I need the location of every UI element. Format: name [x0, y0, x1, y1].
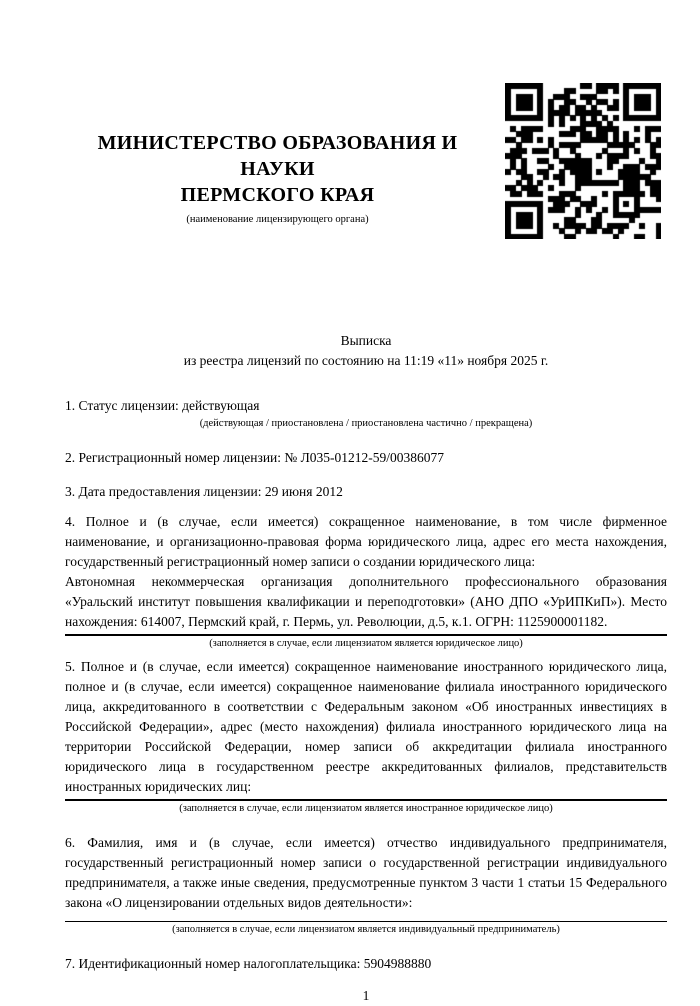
licensing-authority-caption: (наименование лицензирующего органа) [186, 214, 369, 225]
page-number: 1 [362, 988, 370, 1003]
ministry-name-line2: ПЕРМСКОГО КРАЯ [180, 184, 375, 206]
page-content [65, 0, 667, 1006]
item-foreign-entity [65, 657, 667, 817]
foreign-entity-caption: (заполняется в случае, если лицензиатом является иностранное юридическое лицо) [179, 803, 553, 814]
item-taxpayer-number [65, 954, 667, 974]
qr-code [505, 83, 661, 239]
item-registration-number [65, 448, 667, 468]
ministry-name [65, 130, 490, 208]
grant-date-text: 3. Дата предоставления лицензии: 29 июня 2012 [65, 484, 343, 499]
taxpayer-number-text: 7. Идентификационный номер налогоплательщика: 5904988880 [65, 956, 432, 971]
individual-entrepreneur-caption: (заполняется в случае, если лицензиатом является индивидуальный предприниматель) [172, 924, 560, 935]
header [65, 130, 490, 228]
legal-entity-answer: Автономная некоммерческая организация дополнительного профессионального образования «Уральский институт повышения квалификации и переподготовки» (АНО ДПО «УрИПКиП»). Место нахождения: 614007, Пермский край, г. Пермь, ул. Революции, д.5, к.1. ОГРН: 1125900001182. [65, 574, 667, 629]
document-title [65, 331, 667, 371]
document-title-line1: Выписка [340, 333, 392, 348]
document-title-line2: из реестра лицензий по состоянию на 11:19 «11» ноября 2025 г. [183, 353, 549, 368]
legal-entity-question: 4. Полное и (в случае, если имеется) сокращенное наименование, в том числе фирменное наименование, и организационно-правовая форма юридического лица, адрес его места нахождения, государственный регистрационный номер записи о создании юридического лица: [65, 514, 667, 569]
item-legal-entity [65, 512, 667, 652]
legal-entity-caption: (заполняется в случае, если лицензиатом является юридическое лицо) [209, 638, 523, 649]
item-individual-entrepreneur [65, 833, 667, 938]
individual-entrepreneur-question: 6. Фамилия, имя и (в случае, если имеется) отчество индивидуального предпринимателя, государственный регистрационный номер записи о государственной регистрации индивидуального предпринимателя, а также иные сведения, предусмотренные пунктом 3 части 1 статьи 15 Федерального закона «О лицензировании отдельных видов деятельности»: [65, 835, 667, 910]
license-status-text: 1. Статус лицензии: действующая [65, 398, 260, 413]
foreign-entity-question: 5. Полное и (в случае, если имеется) сокращенное наименование иностранного юридического лица, полное и (в случае, если имеется) сокращенное наименование филиала иностранного юридического лица, аккредитованного в соответствии с Федеральным законом «Об иностранных инвестициях в Российской Федерации», адрес (место нахождения) филиала иностранного юридического лица на территории Российской Федерации, номер записи об аккредитации филиала иностранного юридического лица в государственном реестре аккредитованных филиалов, представительств иностранных юридических лиц: [65, 659, 667, 794]
ministry-name-line1: МИНИСТЕРСТВО ОБРАЗОВАНИЯ И НАУКИ [97, 132, 458, 180]
license-status-options-caption: (действующая / приостановлена / приостановлена частично / прекращена) [199, 418, 533, 429]
registration-number-text: 2. Регистрационный номер лицензии: № Л035-01212-59/00386077 [65, 450, 445, 465]
item-license-status [65, 396, 667, 432]
item-grant-date [65, 482, 667, 502]
